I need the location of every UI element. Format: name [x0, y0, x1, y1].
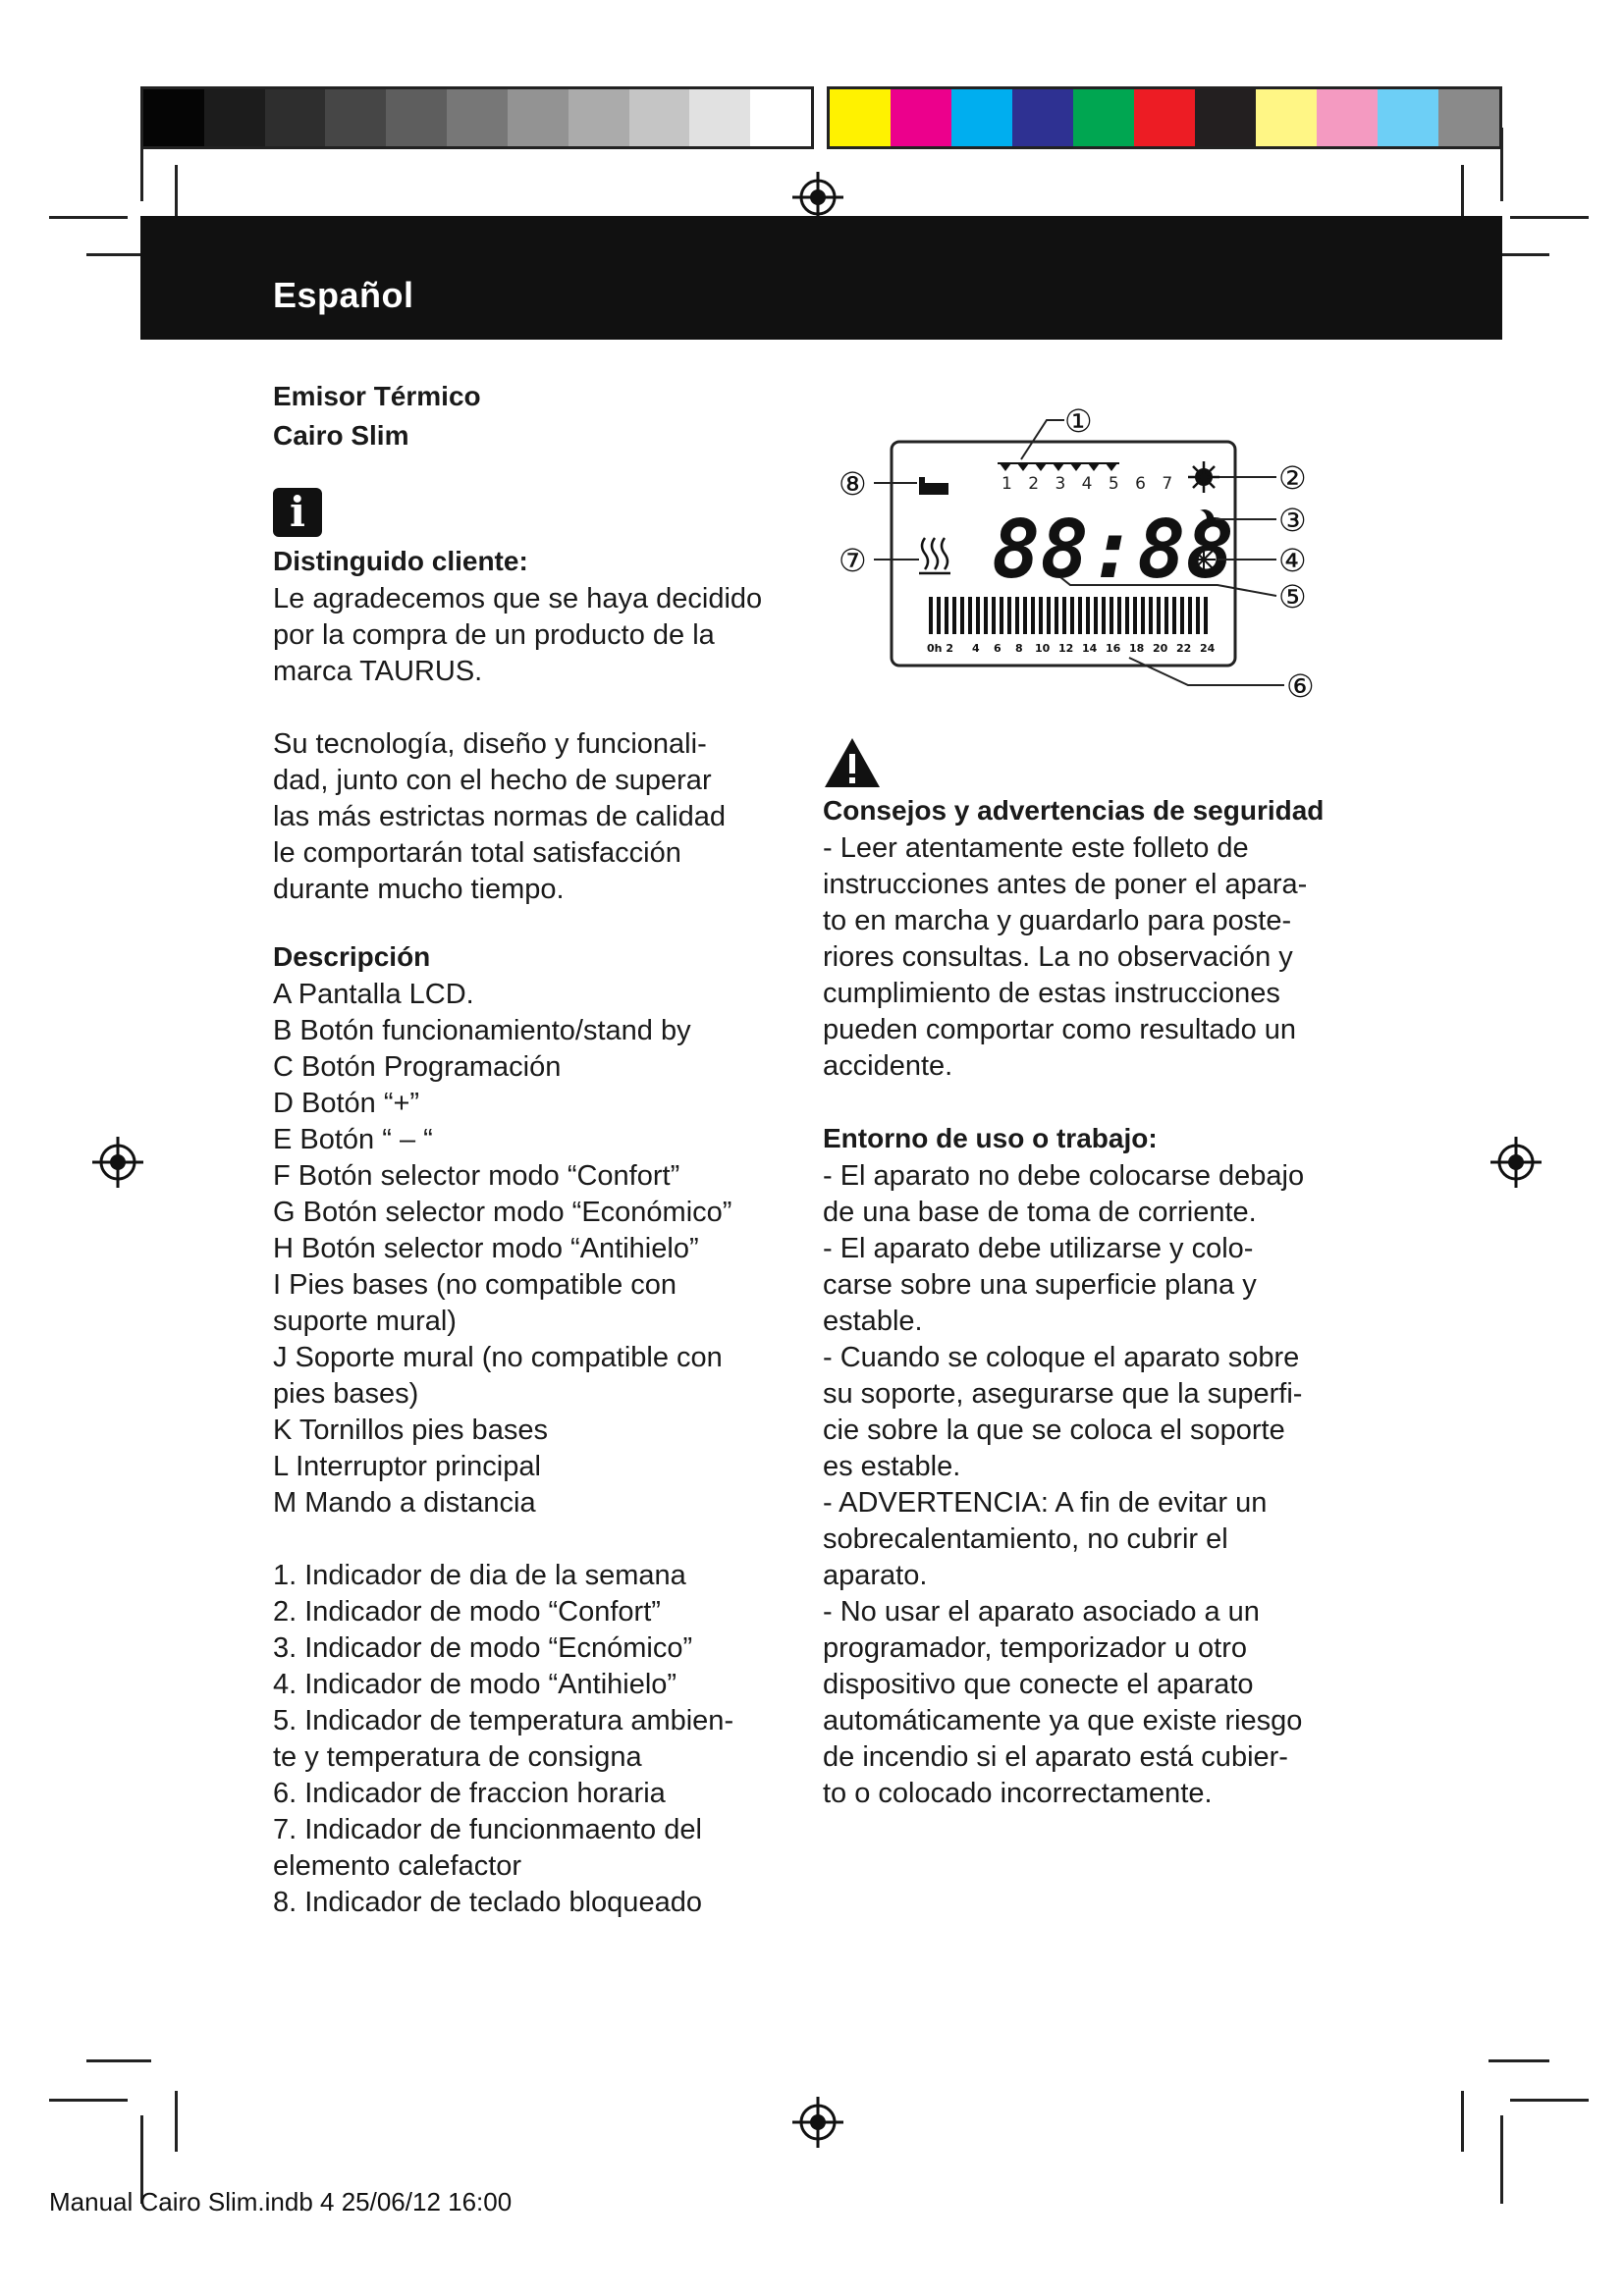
- environment-line: - El aparato no debe colocarse debajo: [823, 1160, 1305, 1192]
- crop-mark: [49, 2099, 128, 2102]
- description-section: [273, 937, 793, 1921]
- callout-8: ⑧: [839, 465, 867, 503]
- indicator-item: 8. Indicador de teclado bloqueado: [273, 1887, 702, 1918]
- description-item: suporte mural): [273, 1306, 457, 1337]
- environment-line: es estable.: [823, 1451, 961, 1482]
- grey-calibration-bar: [140, 86, 814, 149]
- description-item: H Botón selector modo “Antihielo”: [273, 1233, 699, 1264]
- environment-heading: Entorno de uso o trabajo:: [823, 1123, 1158, 1153]
- crop-mark: [86, 253, 147, 256]
- sun-icon: [1188, 461, 1219, 493]
- description-item: I Pies bases (no compatible con: [273, 1269, 677, 1301]
- lcd-diagram: [825, 400, 1335, 715]
- hour-label: 20: [1153, 642, 1168, 655]
- description-item: C Botón Programación: [273, 1051, 562, 1083]
- environment-line: de incendio si el aparato está cubier-: [823, 1741, 1288, 1773]
- environment-line: su soporte, asegurarse que la superfi-: [823, 1378, 1303, 1410]
- environment-line: carse sobre una superficie plana y: [823, 1269, 1257, 1301]
- grey-swatch: [386, 89, 447, 146]
- callout-4: ④: [1278, 542, 1307, 579]
- callout-2: ②: [1278, 459, 1307, 497]
- grey-swatch: [143, 89, 204, 146]
- hour-label: 18: [1129, 642, 1145, 655]
- crop-mark: [86, 2059, 151, 2062]
- grey-swatch: [629, 89, 690, 146]
- day-numbers: 1 2 3 4 5 6 7: [1001, 474, 1178, 494]
- greeting-section: [273, 542, 793, 908]
- callout-7: ⑦: [839, 542, 867, 579]
- hour-label: 10: [1035, 642, 1051, 655]
- environment-line: - ADVERTENCIA: A fin de evitar un: [823, 1487, 1268, 1519]
- language-title: Español: [273, 275, 414, 315]
- crop-mark: [1461, 2091, 1464, 2152]
- environment-line: estable.: [823, 1306, 923, 1337]
- indicator-item: 2. Indicador de modo “Confort”: [273, 1596, 661, 1628]
- color-swatch: [1134, 89, 1195, 146]
- environment-line: sobrecalentamiento, no cubrir el: [823, 1523, 1228, 1555]
- greeting-line: Su tecnología, diseño y funcionali-: [273, 728, 707, 760]
- color-swatch: [1378, 89, 1438, 146]
- hour-scale: [927, 642, 1216, 655]
- description-item: A Pantalla LCD.: [273, 979, 474, 1010]
- grey-swatch: [265, 89, 326, 146]
- indicator-item: 3. Indicador de modo “Ecnómico”: [273, 1632, 693, 1664]
- registration-mark-icon: [1490, 1137, 1542, 1188]
- indicator-item: 1. Indicador de dia de la semana: [273, 1560, 686, 1591]
- crop-mark: [140, 128, 143, 201]
- description-item: D Botón “+”: [273, 1088, 420, 1119]
- environment-line: - Cuando se coloque el aparato sobre: [823, 1342, 1300, 1373]
- hour-bargraph: [929, 597, 1208, 634]
- safety-text: [823, 830, 1373, 1085]
- description-item: L Interruptor principal: [273, 1451, 541, 1482]
- indicator-list: [273, 1558, 793, 1921]
- safety-line: cumplimiento de estas instrucciones: [823, 978, 1280, 1009]
- greeting-line: Le agradecemos que se haya decidido: [273, 583, 763, 614]
- registration-mark-icon: [92, 1137, 143, 1188]
- callout-6: ⑥: [1286, 667, 1315, 705]
- crop-mark: [1510, 2099, 1589, 2102]
- indicator-item: te y temperatura de consigna: [273, 1741, 642, 1773]
- grey-swatch: [750, 89, 811, 146]
- environment-line: cie sobre la que se coloca el soporte: [823, 1415, 1285, 1446]
- day-markers: [998, 463, 1119, 471]
- grey-swatch: [325, 89, 386, 146]
- environment-line: - El aparato debe utilizarse y colo-: [823, 1233, 1254, 1264]
- environment-line: dispositivo que conecte el aparato: [823, 1669, 1254, 1700]
- description-item: pies bases): [273, 1378, 419, 1410]
- indicator-item: 7. Indicador de funcionmaento del: [273, 1814, 702, 1845]
- description-item: F Botón selector modo “Confort”: [273, 1160, 680, 1192]
- environment-line: - No usar el aparato asociado a un: [823, 1596, 1260, 1628]
- hour-label: 6: [994, 642, 1001, 655]
- indicator-item: 6. Indicador de fraccion horaria: [273, 1778, 666, 1809]
- environment-line: de una base de toma de corriente.: [823, 1197, 1257, 1228]
- crop-mark: [49, 216, 128, 219]
- color-swatch: [1073, 89, 1134, 146]
- product-title-line1: Emisor Térmico: [273, 381, 481, 411]
- grey-swatch: [447, 89, 508, 146]
- callout-3: ③: [1278, 502, 1307, 539]
- color-swatch: [1012, 89, 1073, 146]
- indicator-item: 5. Indicador de temperatura ambien-: [273, 1705, 734, 1736]
- color-swatch: [1256, 89, 1317, 146]
- indicator-item: 4. Indicador de modo “Antihielo”: [273, 1669, 677, 1700]
- description-item: J Soporte mural (no compatible con: [273, 1342, 723, 1373]
- grey-swatch: [689, 89, 750, 146]
- callout-1: ①: [1064, 402, 1093, 440]
- safety-section: [823, 791, 1373, 1085]
- greeting-line: dad, junto con el hecho de superar: [273, 765, 712, 796]
- safety-line: riores consultas. La no observación y: [823, 941, 1293, 973]
- hour-label: 14: [1082, 642, 1098, 655]
- greeting-paragraph-2: [273, 726, 793, 908]
- color-swatch: [830, 89, 891, 146]
- environment-text: [823, 1158, 1373, 1812]
- registration-mark-icon: [792, 2097, 843, 2148]
- hour-label: 16: [1106, 642, 1121, 655]
- greeting-line: le comportarán total satisfacción: [273, 837, 681, 869]
- hour-label: 4: [972, 642, 980, 655]
- grey-swatch: [508, 89, 568, 146]
- color-swatch: [951, 89, 1012, 146]
- grey-swatch: [204, 89, 265, 146]
- color-swatch: [1195, 89, 1256, 146]
- indicator-item: elemento calefactor: [273, 1850, 522, 1882]
- hour-label: 0h 2: [927, 642, 953, 655]
- description-item: K Tornillos pies bases: [273, 1415, 548, 1446]
- description-item: G Botón selector modo “Económico”: [273, 1197, 732, 1228]
- crop-mark: [1489, 2059, 1549, 2062]
- crop-mark: [1500, 2115, 1503, 2204]
- description-list: [273, 977, 793, 1522]
- environment-section: [823, 1119, 1373, 1812]
- environment-line: aparato.: [823, 1560, 928, 1591]
- crop-mark: [1500, 128, 1503, 201]
- environment-line: automáticamente ya que existe riesgo: [823, 1705, 1303, 1736]
- greeting-line: durante mucho tiempo.: [273, 874, 565, 905]
- lock-icon: [919, 477, 948, 495]
- hour-label: 8: [1015, 642, 1023, 655]
- safety-line: to en marcha y guardarlo para poste-: [823, 905, 1292, 936]
- safety-line: - Leer atentamente este folleto de: [823, 832, 1249, 864]
- greeting-line: marca TAURUS.: [273, 656, 483, 687]
- callout-5: ⑤: [1278, 578, 1307, 615]
- greeting-line: por la compra de un producto de la: [273, 619, 715, 651]
- greeting-paragraph-1: [273, 581, 793, 690]
- description-item: B Botón funcionamiento/stand by: [273, 1015, 691, 1046]
- safety-line: accidente.: [823, 1050, 953, 1082]
- color-swatch: [891, 89, 951, 146]
- crop-mark: [175, 2091, 178, 2152]
- hour-label: 24: [1200, 642, 1216, 655]
- description-heading: Descripción: [273, 941, 431, 972]
- product-title-line2: Cairo Slim: [273, 420, 409, 451]
- warning-icon: [823, 736, 882, 789]
- heating-icon: [919, 538, 950, 573]
- greeting-line: las más estrictas normas de calidad: [273, 801, 726, 832]
- color-calibration-bar: [827, 86, 1502, 149]
- description-item: M Mando a distancia: [273, 1487, 536, 1519]
- hour-label: 12: [1058, 642, 1074, 655]
- safety-line: instrucciones antes de poner el apara-: [823, 869, 1308, 900]
- grey-swatch: [568, 89, 629, 146]
- crop-mark: [1510, 216, 1589, 219]
- color-swatch: [1317, 89, 1378, 146]
- hour-label: 22: [1176, 642, 1192, 655]
- environment-line: programador, temporizador u otro: [823, 1632, 1247, 1664]
- greeting-heading: Distinguido cliente:: [273, 546, 528, 576]
- product-title: [273, 377, 793, 455]
- time-digits: 88:88: [992, 504, 1234, 597]
- print-footer: Manual Cairo Slim.indb 4 25/06/12 16:00: [49, 2187, 513, 2216]
- color-swatch: [1438, 89, 1499, 146]
- environment-line: to o colocado incorrectamente.: [823, 1778, 1213, 1809]
- safety-heading: Consejos y advertencias de seguridad: [823, 795, 1325, 826]
- description-item: E Botón “ – “: [273, 1124, 433, 1155]
- info-icon: i: [273, 488, 322, 537]
- safety-line: pueden comportar como resultado un: [823, 1014, 1297, 1045]
